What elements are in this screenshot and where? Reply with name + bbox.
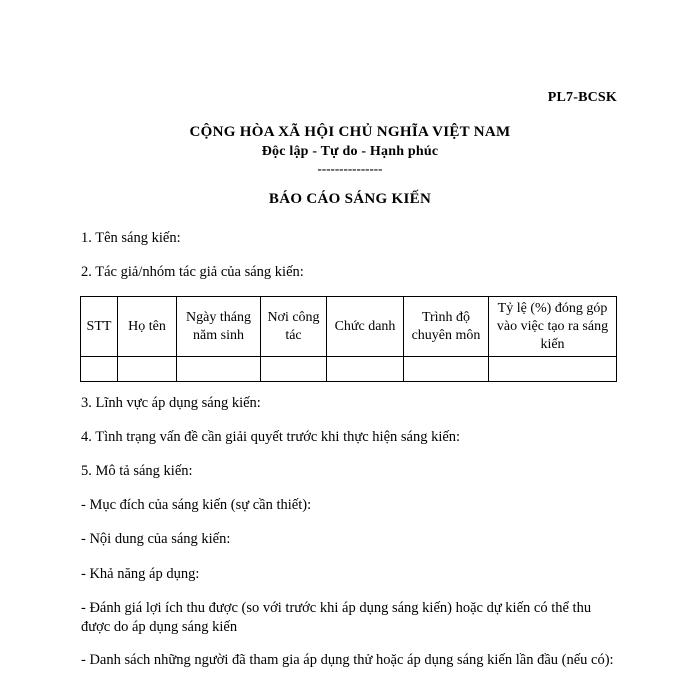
bullet-participants-list: - Danh sách những người đã tham gia áp dụng thử hoặc áp dụng sáng kiến lần đầu (nếu có): [81,652,614,668]
table-cell [327,357,404,382]
authors-table [80,296,617,382]
section-4-problem-status: 4. Tình trạng vấn đề cần giải quyết trước khi thực hiện sáng kiến: [81,429,461,445]
table-cell [177,357,261,382]
section-2-authors: 2. Tác giả/nhóm tác giả của sáng kiến: [81,264,304,280]
bullet-purpose: - Mục đích của sáng kiến (sự cần thiết): [81,497,312,513]
header-divider: --------------- [317,161,383,176]
national-header [0,122,700,175]
table-cell [118,357,177,382]
column-header-position: Chức danh [327,297,404,357]
table-cell [404,357,489,382]
section-1-initiative-name: 1. Tên sáng kiến: [81,230,181,246]
table-header-row [81,297,617,357]
bullet-benefit-evaluation: - Đánh giá lợi ích thu được (so với trước khi áp dụng sáng kiến) hoặc dự kiến có thể thu được do áp dụng sáng kiến [81,600,592,635]
bullet-content: - Nội dung của sáng kiến: [81,531,231,547]
bullet-applicability: - Khả năng áp dụng: [81,566,200,582]
motto: Độc lập - Tự do - Hạnh phúc [261,144,439,159]
column-header-birth-date: Ngày tháng năm sinh [177,297,261,357]
table-cell [489,357,617,382]
report-title: BÁO CÁO SÁNG KIẾN [268,191,432,207]
column-header-contribution: Tỷ lệ (%) đóng góp vào việc tạo ra sáng kiến [489,297,617,357]
column-header-qualification: Trình độ chuyên môn [404,297,489,357]
table-cell [81,357,118,382]
section-5-description: 5. Mô tả sáng kiến: [81,463,193,479]
table-row [81,357,617,382]
column-header-name: Họ tên [118,297,177,357]
column-header-workplace: Nơi công tác [261,297,327,357]
column-header-stt: STT [81,297,118,357]
form-code: PL7-BCSK [547,90,617,105]
national-title: CỘNG HÒA XÃ HỘI CHỦ NGHĨA VIỆT NAM [189,124,511,140]
table-cell [261,357,327,382]
section-3-application-field: 3. Lĩnh vực áp dụng sáng kiến: [81,395,261,411]
